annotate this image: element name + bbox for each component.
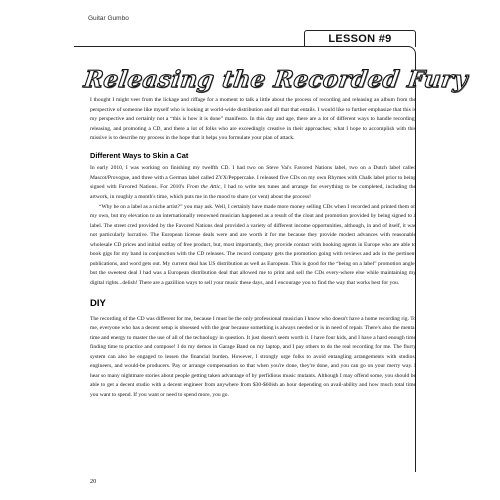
section1-paragraph-2: “Why be on a label as a niche artist?” you may ask. Well, I certainly have made more money selling CDs when I recorded and printed them on my own, but my elevation to an internationally renowned musician happened as a result of the clout and promotion provided by being signed to a label. The street cred provided by the Favored Nations deal provided a variety of different income opportunities, although, in and of itself, it was not particularly lucrative. The European license deals were and are worth it for me because they provide modest advances with reasonable wholesale CD prices and initial outlay of free product, but, most importantly, they provide contact with booking agents in Europe who are able to book gigs for my band in conjunction with the CD releases. The record company gets the promotion going with reviews and ads in the pertinent publications, and word gets out. My current deal has US distribution as well as European. This is good for the “being on a label” promotion angle, but the sweetest deal I had was a European distribution deal that allowed me to print and sell the CDs every-where else while maintaining my digital rights...delish! There are a gazillion ways to sell your music these days, and I encourage you to find the way that works best for you.	[90, 203, 416, 286]
page-number: 20	[90, 478, 97, 485]
section1-p1-text-a: In early 2010, I was working on finishing my twelfth CD. I had two on Steve Vai's Favored Nations label, two on a Dutch label called Mascot/Provogue, and three with a German label called ZYX/Peppercake. I released five CDs on my own Rhymes with Chalk label prior to being signed with Favored Nations. For 2010's	[90, 165, 416, 191]
running-head: Guitar Gumbo	[88, 15, 129, 22]
lesson-title: Releasing the Recorded Fury	[82, 66, 470, 93]
album-title: From the Attic	[186, 184, 221, 191]
intro-paragraph: I thought I might veer from the lickage and riffage for a moment to talk a little about the process of recording and releasing an album from the perspective of someone like myself who is looking at world-wide distribution and all that that entails. I would like to further emphasize that this is my perspective and certainly not a “this is how it is done” manifesto. In this day and age, there are a lot of different ways to handle recording, releasing, and promoting a CD, and there a lot of folks who are exceedingly creative in their approaches; what I hope to accomplish with this missive is to describe my process in the hope that it helps you formulate your plan of attack.	[90, 97, 416, 142]
article-body	[90, 96, 416, 400]
section-heading-skin-a-cat: Different Ways to Skin a Cat	[90, 150, 189, 160]
section2-paragraph-1: The recording of the CD was different for me, because I must be the only professional musician I know who doesn't have a home recording rig. To me, everyone who has a decent setup is obsessed with the gear because something is always needed or is in need of repair. There's also the mental time and energy to master the use of all of the technology in question. It just doesn't seem worth it. I have four kids, and I have a hard enough time finding time to practice and compose! I do my demos in Garage Band on my laptop, and I pay others to do the real recording for me. The flurry system can also be engaged to lessen the financial burden. However, I strongly urge folks to avoid entangling arrangements with studios, engineers, and would-be producers. Pay or arrange compensation so that when you're done, they're done, and you can go on your merry way. I hear so many nightmare stories about people getting taken advantage of by perfidious music mutants. Although I may offend some, you should be able to get a decent studio with a decent engineer from anywhere from $30-$60ish an hour depending on avail-ability and how much total time you want to spend. If you want or need to spend more, you go.	[90, 315, 416, 398]
section1-paragraph-1	[90, 164, 416, 202]
section-heading-diy: DIY	[90, 298, 106, 310]
section1-p1-text-b: , I had to write ten tunes and arrange for everything to be completed, including the artwork, in roughly a month's time, which puts me in the mood to share (or vent) about the process!	[90, 184, 416, 200]
lesson-tab: LESSON #9	[304, 30, 416, 47]
